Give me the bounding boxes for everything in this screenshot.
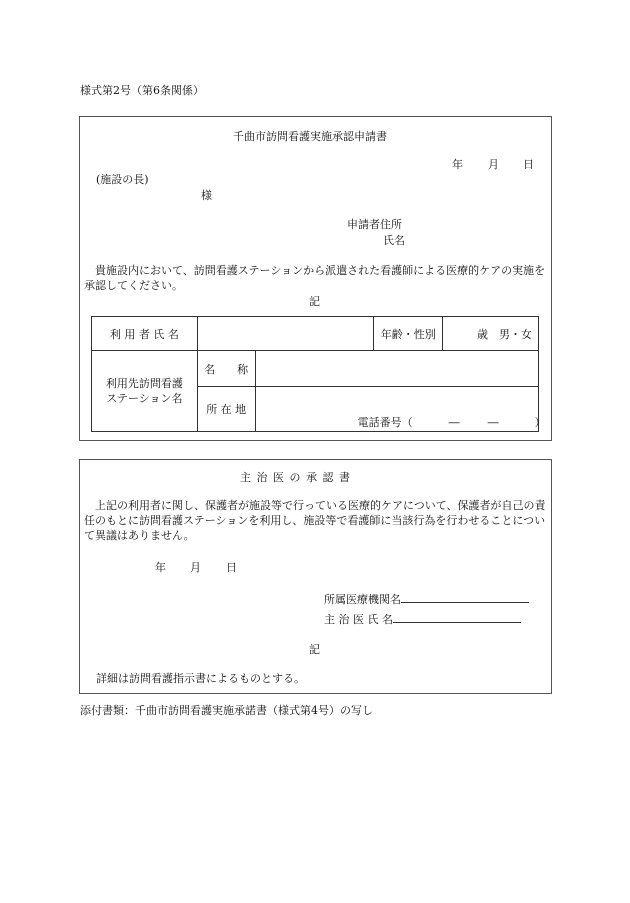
ki-label: 記 [309,295,320,308]
age-sex-value: 歳 男・女 [443,317,539,351]
user-name-label: 利 用 者 氏 名 [92,317,198,351]
approval-box [79,459,552,694]
detail-note: 詳細は訪問看護指示書によるものとする。 [96,672,305,685]
phone-dash-2: ― [487,416,499,429]
date-day: 日 [523,158,534,171]
station-label-line1: 利用先訪問看護 [105,377,183,390]
institution-label: 所属医療機関名 [324,590,529,607]
user-name-value[interactable] [197,317,374,351]
applicant-address-label: 申請者住所 [347,218,402,231]
approval-body: 上記の利用者に関し、保護者が施設等で行っている医療的ケアについて、保護者が自己の責任のもとに訪問看護ステーションを利用し、施設等で看護師に当該行為を行わせることについて異議はありません。 [84,499,546,542]
phone-row [358,414,546,430]
application-table [91,316,546,432]
phone-dash-1: ― [448,416,460,429]
approval-ki-label: 記 [309,643,320,656]
station-name-value[interactable] [255,351,538,387]
approval-date-day: 日 [226,561,237,574]
application-body: 貴施設内において、訪問看護ステーションから派遣された看護師による医療的ケアの実施を承認してください。 [84,264,546,292]
station-name-label: 名 称 [197,351,255,387]
form-number-label: 様式第2号（第6条関係） [80,84,204,97]
date-year: 年 [452,158,463,171]
applicant-name-label: 氏名 [383,234,405,247]
sama-label: 様 [201,189,212,202]
approval-date-month: 月 [190,561,201,574]
station-label-line2: ステーション名 [106,392,183,405]
approval-date-year: 年 [155,561,166,574]
doctor-label: 主 治 医 氏 名 [324,610,521,627]
institution-field[interactable] [401,590,529,603]
phone-label: 電話番号（ [357,416,413,429]
approval-title: 主 治 医 の 承 認 書 [240,471,351,484]
station-address-value[interactable] [255,387,546,432]
phone-close: ） [534,416,546,429]
age-sex-label: 年齢・性別 [374,317,443,351]
attachment-note: 添付書類：千曲市訪問看護実施承諾書（様式第4号）の写し [80,704,373,717]
date-month: 月 [488,158,499,171]
station-label [92,351,198,432]
application-title: 千曲市訪問看護実施承認申請書 [233,130,387,143]
station-address-label: 所 在 地 [197,387,255,432]
doctor-field[interactable] [393,610,521,623]
facility-head-label: (施設の長) [96,173,149,186]
